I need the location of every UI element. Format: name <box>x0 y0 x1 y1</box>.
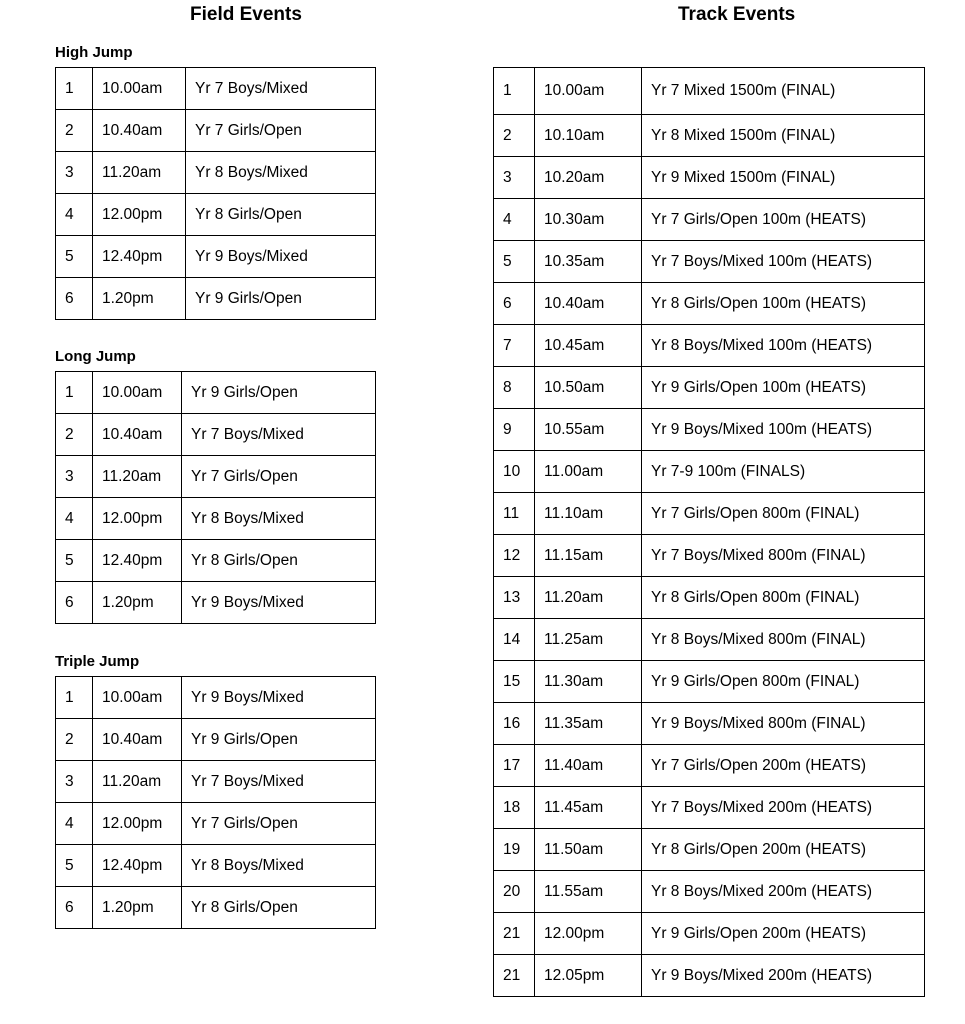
event-name-cell: Yr 7 Girls/Open <box>186 110 376 152</box>
event-number-cell: 3 <box>494 157 535 199</box>
event-time-cell: 10.20am <box>535 157 642 199</box>
table-row <box>494 493 925 535</box>
event-name-cell: Yr 8 Boys/Mixed 200m (HEATS) <box>642 871 925 913</box>
event-time-cell: 10.45am <box>535 325 642 367</box>
event-number-cell: 1 <box>56 677 93 719</box>
table-row <box>56 456 376 498</box>
table-row <box>494 451 925 493</box>
event-number-cell: 2 <box>56 414 93 456</box>
event-name-cell: Yr 9 Girls/Open 100m (HEATS) <box>642 367 925 409</box>
table-row <box>494 871 925 913</box>
event-time-cell: 10.55am <box>535 409 642 451</box>
event-number-cell: 6 <box>56 887 93 929</box>
event-name-cell: Yr 7 Boys/Mixed 200m (HEATS) <box>642 787 925 829</box>
table-row <box>494 829 925 871</box>
event-time-cell: 10.40am <box>93 110 186 152</box>
triple-jump-table <box>55 676 376 929</box>
event-name-cell: Yr 7 Girls/Open <box>182 803 376 845</box>
event-name-cell: Yr 9 Girls/Open <box>186 278 376 320</box>
long-jump-table <box>55 371 376 624</box>
table-row <box>494 703 925 745</box>
event-number-cell: 2 <box>56 719 93 761</box>
event-time-cell: 10.00am <box>93 68 186 110</box>
event-name-cell: Yr 7 Girls/Open 800m (FINAL) <box>642 493 925 535</box>
event-time-cell: 11.50am <box>535 829 642 871</box>
event-time-cell: 10.40am <box>93 414 182 456</box>
triple-jump-title: Triple Jump <box>55 653 140 670</box>
event-time-cell: 11.20am <box>93 761 182 803</box>
event-time-cell: 10.30am <box>535 199 642 241</box>
event-number-cell: 3 <box>56 456 93 498</box>
event-time-cell: 12.00pm <box>93 498 182 540</box>
table-row <box>494 577 925 619</box>
event-time-cell: 1.20pm <box>93 278 186 320</box>
event-time-cell: 1.20pm <box>93 887 182 929</box>
event-name-cell: Yr 7 Boys/Mixed 800m (FINAL) <box>642 535 925 577</box>
event-time-cell: 10.35am <box>535 241 642 283</box>
table-row <box>56 887 376 929</box>
event-name-cell: Yr 8 Boys/Mixed <box>182 845 376 887</box>
event-time-cell: 11.45am <box>535 787 642 829</box>
event-number-cell: 5 <box>56 540 93 582</box>
event-number-cell: 6 <box>56 278 93 320</box>
event-number-cell: 20 <box>494 871 535 913</box>
event-name-cell: Yr 9 Boys/Mixed <box>182 677 376 719</box>
event-number-cell: 21 <box>494 913 535 955</box>
event-time-cell: 11.20am <box>93 152 186 194</box>
event-number-cell: 5 <box>56 236 93 278</box>
event-time-cell: 10.00am <box>93 372 182 414</box>
table-row <box>56 372 376 414</box>
event-time-cell: 11.40am <box>535 745 642 787</box>
event-name-cell: Yr 8 Girls/Open <box>182 887 376 929</box>
event-name-cell: Yr 8 Girls/Open <box>182 540 376 582</box>
event-time-cell: 10.40am <box>93 719 182 761</box>
event-name-cell: Yr 7 Boys/Mixed <box>186 68 376 110</box>
event-name-cell: Yr 8 Girls/Open 800m (FINAL) <box>642 577 925 619</box>
table-row <box>494 283 925 325</box>
event-number-cell: 10 <box>494 451 535 493</box>
table-row <box>494 619 925 661</box>
table-row <box>494 115 925 157</box>
event-number-cell: 5 <box>56 845 93 887</box>
table-row <box>56 677 376 719</box>
table-row <box>56 540 376 582</box>
table-row <box>56 719 376 761</box>
event-time-cell: 10.00am <box>535 68 642 115</box>
table-row <box>56 110 376 152</box>
event-name-cell: Yr 7 Boys/Mixed <box>182 414 376 456</box>
event-time-cell: 12.40pm <box>93 845 182 887</box>
event-time-cell: 12.00pm <box>93 194 186 236</box>
event-number-cell: 4 <box>494 199 535 241</box>
event-name-cell: Yr 9 Girls/Open 800m (FINAL) <box>642 661 925 703</box>
event-number-cell: 17 <box>494 745 535 787</box>
event-name-cell: Yr 7 Boys/Mixed 100m (HEATS) <box>642 241 925 283</box>
table-row <box>494 367 925 409</box>
event-time-cell: 12.40pm <box>93 540 182 582</box>
table-row <box>56 194 376 236</box>
event-number-cell: 4 <box>56 803 93 845</box>
table-row <box>494 955 925 997</box>
event-number-cell: 3 <box>56 761 93 803</box>
event-number-cell: 4 <box>56 194 93 236</box>
event-time-cell: 10.40am <box>535 283 642 325</box>
table-row <box>56 414 376 456</box>
event-number-cell: 14 <box>494 619 535 661</box>
event-name-cell: Yr 7 Girls/Open <box>182 456 376 498</box>
event-number-cell: 11 <box>494 493 535 535</box>
track-events-title: Track Events <box>678 4 796 25</box>
event-time-cell: 1.20pm <box>93 582 182 624</box>
table-row <box>494 199 925 241</box>
event-name-cell: Yr 8 Boys/Mixed <box>186 152 376 194</box>
event-time-cell: 10.10am <box>535 115 642 157</box>
table-row <box>56 152 376 194</box>
event-name-cell: Yr 9 Boys/Mixed 800m (FINAL) <box>642 703 925 745</box>
event-number-cell: 12 <box>494 535 535 577</box>
event-name-cell: Yr 9 Boys/Mixed 100m (HEATS) <box>642 409 925 451</box>
event-name-cell: Yr 8 Boys/Mixed <box>182 498 376 540</box>
table-row <box>56 68 376 110</box>
event-name-cell: Yr 7 Girls/Open 200m (HEATS) <box>642 745 925 787</box>
event-number-cell: 15 <box>494 661 535 703</box>
event-number-cell: 6 <box>56 582 93 624</box>
event-time-cell: 11.20am <box>93 456 182 498</box>
event-name-cell: Yr 8 Girls/Open 200m (HEATS) <box>642 829 925 871</box>
table-row <box>494 241 925 283</box>
table-row <box>56 761 376 803</box>
event-name-cell: Yr 7 Boys/Mixed <box>182 761 376 803</box>
table-row <box>56 803 376 845</box>
event-name-cell: Yr 9 Boys/Mixed <box>182 582 376 624</box>
event-name-cell: Yr 9 Girls/Open 200m (HEATS) <box>642 913 925 955</box>
event-time-cell: 12.00pm <box>535 913 642 955</box>
event-time-cell: 11.25am <box>535 619 642 661</box>
table-row <box>494 745 925 787</box>
event-number-cell: 1 <box>56 68 93 110</box>
event-number-cell: 13 <box>494 577 535 619</box>
event-name-cell: Yr 9 Boys/Mixed 200m (HEATS) <box>642 955 925 997</box>
table-row <box>56 278 376 320</box>
event-name-cell: Yr 7 Mixed 1500m (FINAL) <box>642 68 925 115</box>
table-row <box>56 845 376 887</box>
event-name-cell: Yr 7-9 100m (FINALS) <box>642 451 925 493</box>
event-time-cell: 12.40pm <box>93 236 186 278</box>
event-number-cell: 5 <box>494 241 535 283</box>
event-number-cell: 18 <box>494 787 535 829</box>
event-name-cell: Yr 7 Girls/Open 100m (HEATS) <box>642 199 925 241</box>
event-time-cell: 12.00pm <box>93 803 182 845</box>
event-time-cell: 11.15am <box>535 535 642 577</box>
event-number-cell: 1 <box>56 372 93 414</box>
event-number-cell: 19 <box>494 829 535 871</box>
event-time-cell: 11.10am <box>535 493 642 535</box>
event-name-cell: Yr 8 Boys/Mixed 100m (HEATS) <box>642 325 925 367</box>
event-name-cell: Yr 9 Boys/Mixed <box>186 236 376 278</box>
event-time-cell: 12.05pm <box>535 955 642 997</box>
event-time-cell: 11.55am <box>535 871 642 913</box>
event-number-cell: 1 <box>494 68 535 115</box>
event-number-cell: 21 <box>494 955 535 997</box>
event-name-cell: Yr 8 Girls/Open <box>186 194 376 236</box>
event-time-cell: 10.00am <box>93 677 182 719</box>
table-row <box>494 535 925 577</box>
event-number-cell: 3 <box>56 152 93 194</box>
event-number-cell: 7 <box>494 325 535 367</box>
event-name-cell: Yr 8 Boys/Mixed 800m (FINAL) <box>642 619 925 661</box>
table-row <box>56 498 376 540</box>
event-time-cell: 10.50am <box>535 367 642 409</box>
event-name-cell: Yr 9 Girls/Open <box>182 372 376 414</box>
event-number-cell: 2 <box>56 110 93 152</box>
event-time-cell: 11.20am <box>535 577 642 619</box>
table-row <box>494 409 925 451</box>
table-row <box>494 157 925 199</box>
event-name-cell: Yr 9 Mixed 1500m (FINAL) <box>642 157 925 199</box>
event-number-cell: 9 <box>494 409 535 451</box>
table-row <box>494 913 925 955</box>
high-jump-title: High Jump <box>55 44 133 61</box>
event-name-cell: Yr 8 Mixed 1500m (FINAL) <box>642 115 925 157</box>
table-row <box>494 68 925 115</box>
table-row <box>56 582 376 624</box>
event-number-cell: 4 <box>56 498 93 540</box>
field-events-title: Field Events <box>190 4 302 25</box>
event-name-cell: Yr 9 Girls/Open <box>182 719 376 761</box>
event-time-cell: 11.00am <box>535 451 642 493</box>
event-time-cell: 11.30am <box>535 661 642 703</box>
table-row <box>494 325 925 367</box>
long-jump-title: Long Jump <box>55 348 136 365</box>
high-jump-table <box>55 67 376 320</box>
event-number-cell: 2 <box>494 115 535 157</box>
track-events-table <box>493 67 925 997</box>
event-time-cell: 11.35am <box>535 703 642 745</box>
table-row <box>494 661 925 703</box>
event-number-cell: 6 <box>494 283 535 325</box>
event-number-cell: 8 <box>494 367 535 409</box>
event-name-cell: Yr 8 Girls/Open 100m (HEATS) <box>642 283 925 325</box>
table-row <box>56 236 376 278</box>
table-row <box>494 787 925 829</box>
event-number-cell: 16 <box>494 703 535 745</box>
